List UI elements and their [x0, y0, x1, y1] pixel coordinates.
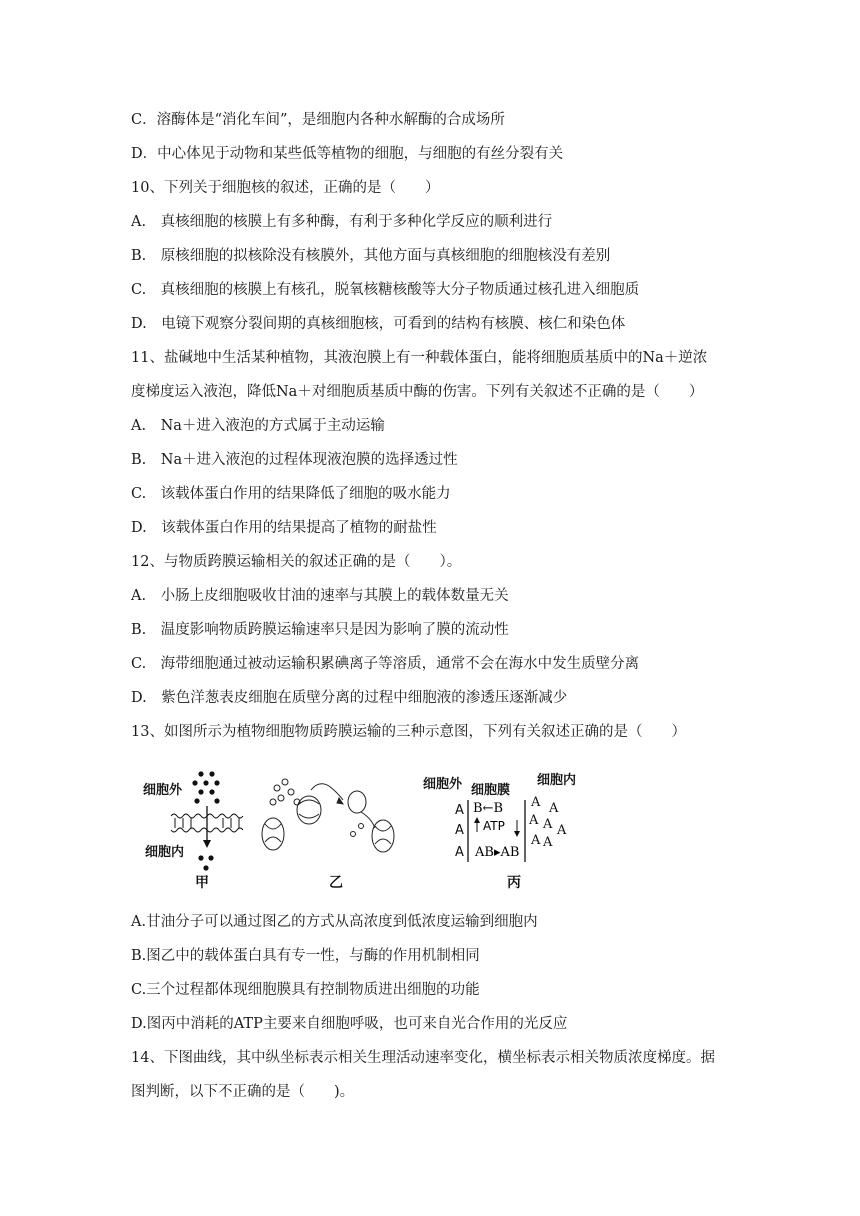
panel-jia [143, 771, 243, 891]
svg-text:A: A [549, 801, 559, 816]
option-c: C. 海带细胞通过被动运输积累碘离子等溶质，通常不会在海水中发生质壁分离 [131, 656, 640, 672]
text-line: D．中心体见于动物和某些低等植物的细胞，与细胞的有丝分裂有关 [131, 146, 564, 162]
svg-text:A: A [531, 795, 541, 810]
bing-membrane-label: 细胞膜 [471, 783, 511, 798]
B-row: B←B [473, 801, 503, 816]
svg-text:A: A [543, 817, 553, 832]
option-d: D. 该载体蛋白作用的结果提高了植物的耐盐性 [131, 520, 437, 536]
option-a: A. Na＋进入液泡的方式属于主动运输 [131, 418, 385, 434]
caption-yi: 乙 [329, 875, 343, 891]
bing-outside-label: 细胞外 [423, 777, 463, 792]
option-a: A. 小肠上皮细胞吸收甘油的速率与其膜上的载体数量无关 [131, 588, 509, 604]
carrier-protein-4 [372, 820, 394, 852]
jia-outside-label: 细胞外 [143, 783, 183, 798]
option-b: B. 原核细胞的拟核除没有核膜外，其他方面与真核细胞的细胞核没有差别 [131, 248, 611, 264]
atp-label: ATP [483, 819, 505, 833]
panel-bing [423, 772, 576, 891]
option-b: B. Na＋进入液泡的过程体现液泡膜的选择透过性 [131, 452, 458, 468]
question-10: 10、下列关于细胞核的叙述，正确的是（ ） [131, 180, 440, 196]
arrow-head [203, 840, 211, 848]
option-d: D. 紫色洋葱表皮细胞在质壁分离的过程中细胞液的渗透压逐渐减少 [131, 690, 568, 706]
svg-text:A: A [455, 803, 464, 818]
svg-text:A: A [531, 833, 541, 848]
question-12: 12、与物质跨膜运输相关的叙述正确的是（ ）。 [131, 554, 462, 570]
svg-text:A: A [557, 823, 567, 838]
svg-text:A: A [455, 823, 464, 838]
option-c: C. 真核细胞的核膜上有核孔，脱氧核糖核酸等大分子物质通过核孔进入细胞质 [131, 282, 640, 298]
AB-row: AB▸AB [475, 845, 520, 860]
caption-jia: 甲 [195, 875, 209, 891]
letters-outside [455, 803, 464, 860]
caption-bing: 丙 [507, 875, 521, 891]
option-b: B. 温度影响物质跨膜运输速率只是因为影响了膜的流动性 [131, 622, 509, 638]
option-d: D.图丙中消耗的ATP主要来自细胞呼吸，也可来自光合作用的光反应 [131, 1016, 568, 1032]
svg-text:A: A [455, 845, 464, 860]
option-b: B.图乙中的载体蛋白具有专一性，与酶的作用机制相同 [131, 948, 480, 964]
svg-text:A: A [543, 835, 553, 850]
carrier-protein-2 [262, 818, 284, 850]
question-13: 13、如图所示为植物细胞物质跨膜运输的三种示意图，下列有关叙述正确的是（ ） [131, 724, 686, 740]
option-c: C. 该载体蛋白作用的结果降低了细胞的吸水能力 [131, 486, 451, 502]
question-14: 14、下图曲线，其中纵坐标表示相关生理活动速率变化，横坐标表示相关物质浓度梯度。据 [131, 1050, 715, 1066]
option-a: A. 真核细胞的核膜上有多种酶，有利于多种化学反应的顺利进行 [131, 214, 553, 230]
text-line: C．溶酶体是“消化车间”，是细胞内各种水解酶的合成场所 [131, 112, 505, 128]
question-11: 11、盐碱地中生活某种植物，其液泡膜上有一种载体蛋白，能将细胞质基质中的Na＋逆浓 [131, 350, 708, 366]
option-c: C.三个过程都体现细胞膜具有控制物质进出细胞的功能 [131, 982, 480, 998]
figure-svg [131, 762, 591, 892]
particles-inside [198, 855, 213, 870]
particles-outside [192, 771, 219, 803]
question-11-cont: 度梯度运入液泡，降低Na＋对细胞质基质中酶的伤害。下列有关叙述不正确的是（ ） [131, 384, 704, 400]
svg-text:A: A [529, 813, 539, 828]
option-d: D. 电镜下观察分裂间期的真核细胞核，可看到的结构有核膜、核仁和染色体 [131, 316, 626, 332]
option-a: A.甘油分子可以通过图乙的方式从高浓度到低浓度运输到细胞内 [131, 914, 538, 930]
membrane-transport-figure [131, 762, 591, 892]
carrier-protein-3 [348, 791, 366, 813]
transport-path [311, 784, 343, 800]
bing-inside-label: 细胞内 [537, 773, 577, 788]
question-14-cont: 图判断，以下不正确的是（ )。 [131, 1084, 355, 1100]
letters-inside [528, 795, 567, 850]
panel-yi [262, 779, 394, 891]
jia-inside-label: 细胞内 [145, 845, 185, 860]
